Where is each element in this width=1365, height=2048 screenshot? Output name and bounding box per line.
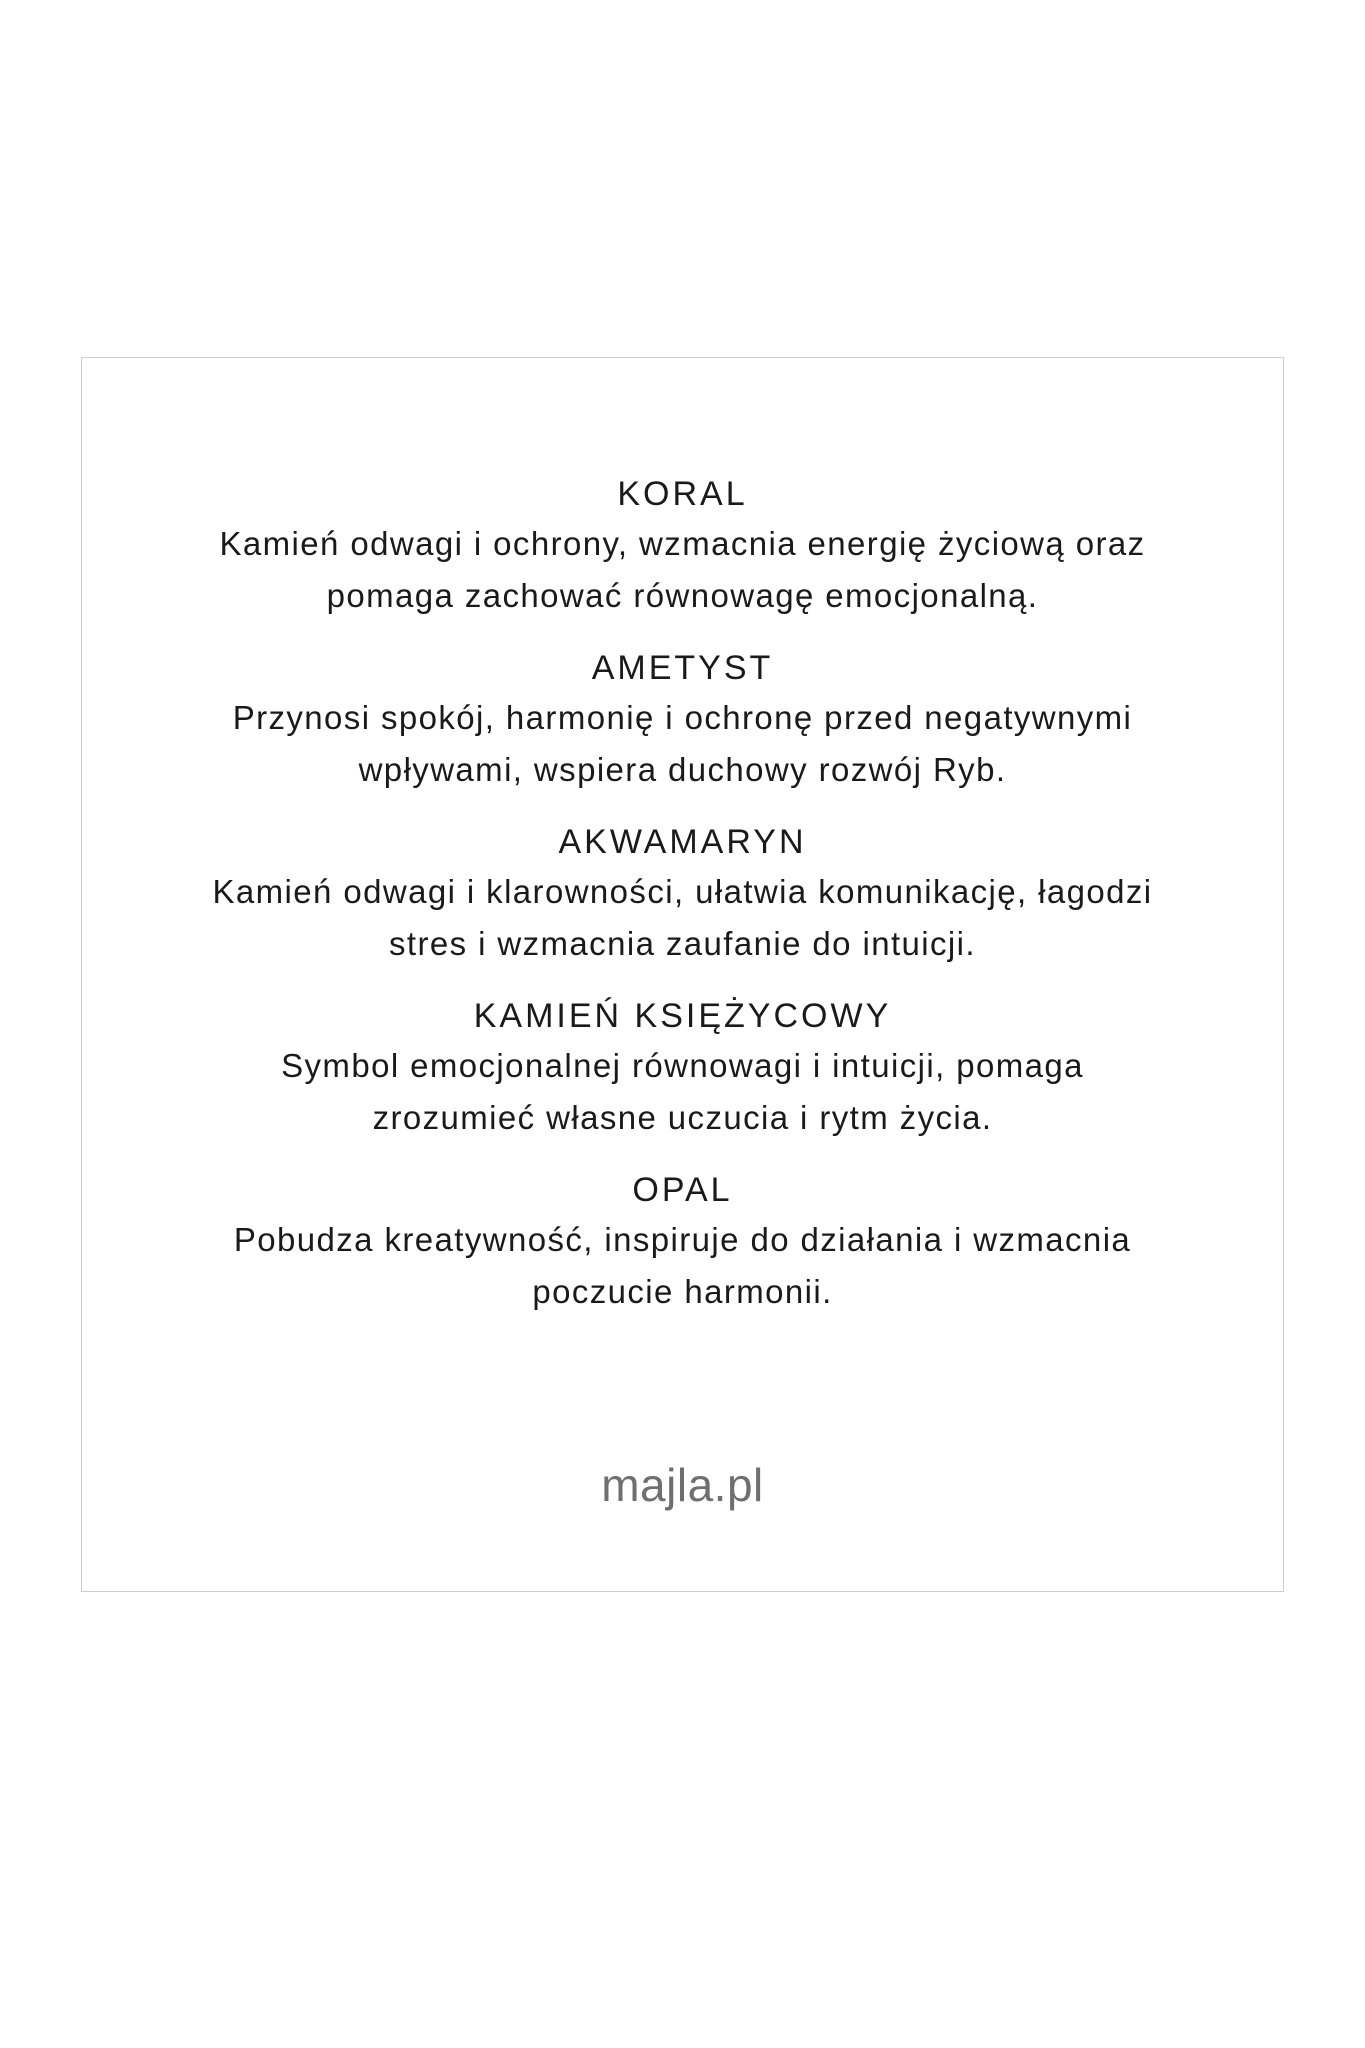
stone-name: KORAL (617, 475, 748, 513)
stone-description (153, 1214, 1213, 1318)
brand-name: majla.pl (601, 1459, 764, 1511)
stone-kamien-ksiezycowy (82, 992, 1283, 1144)
stone-name: OPAL (632, 1171, 733, 1209)
stone-description (153, 866, 1213, 970)
stone-description-line: Przynosi spokój, harmonię i ochronę przed negatywnymi (232, 699, 1133, 736)
stone-name: KAMIEŃ KSIĘŻYCOWY (473, 997, 892, 1035)
stone-description-line: Kamień odwagi i ochrony, wzmacnia energię życiową oraz (219, 525, 1146, 562)
stone-akwamaryn (82, 818, 1283, 970)
stone-description-line: stres i wzmacnia zaufanie do intuicji. (389, 925, 976, 962)
stone-card (81, 357, 1284, 1592)
stone-koral (82, 470, 1283, 622)
stone-description-line: pomaga zachować równowagę emocjonalną. (326, 577, 1039, 614)
stone-description (153, 692, 1213, 796)
stone-name: AMETYST (591, 649, 774, 687)
stone-list (82, 470, 1283, 1340)
stone-description (153, 518, 1213, 622)
stone-description-line: poczucie harmonii. (532, 1273, 833, 1310)
stone-ametyst (82, 644, 1283, 796)
stone-opal (82, 1166, 1283, 1318)
stone-description (153, 1040, 1213, 1144)
stone-name: AKWAMARYN (558, 823, 807, 861)
stone-description-line: wpływami, wspiera duchowy rozwój Ryb. (358, 751, 1007, 788)
stone-description-line: zrozumieć własne uczucia i rytm życia. (372, 1099, 993, 1136)
stone-description-line: Symbol emocjonalnej równowagi i intuicji, pomaga (281, 1047, 1084, 1084)
stone-description-line: Pobudza kreatywność, inspiruje do działania i wzmacnia (233, 1221, 1132, 1258)
stone-description-line: Kamień odwagi i klarowności, ułatwia komunikację, łagodzi (212, 873, 1153, 910)
